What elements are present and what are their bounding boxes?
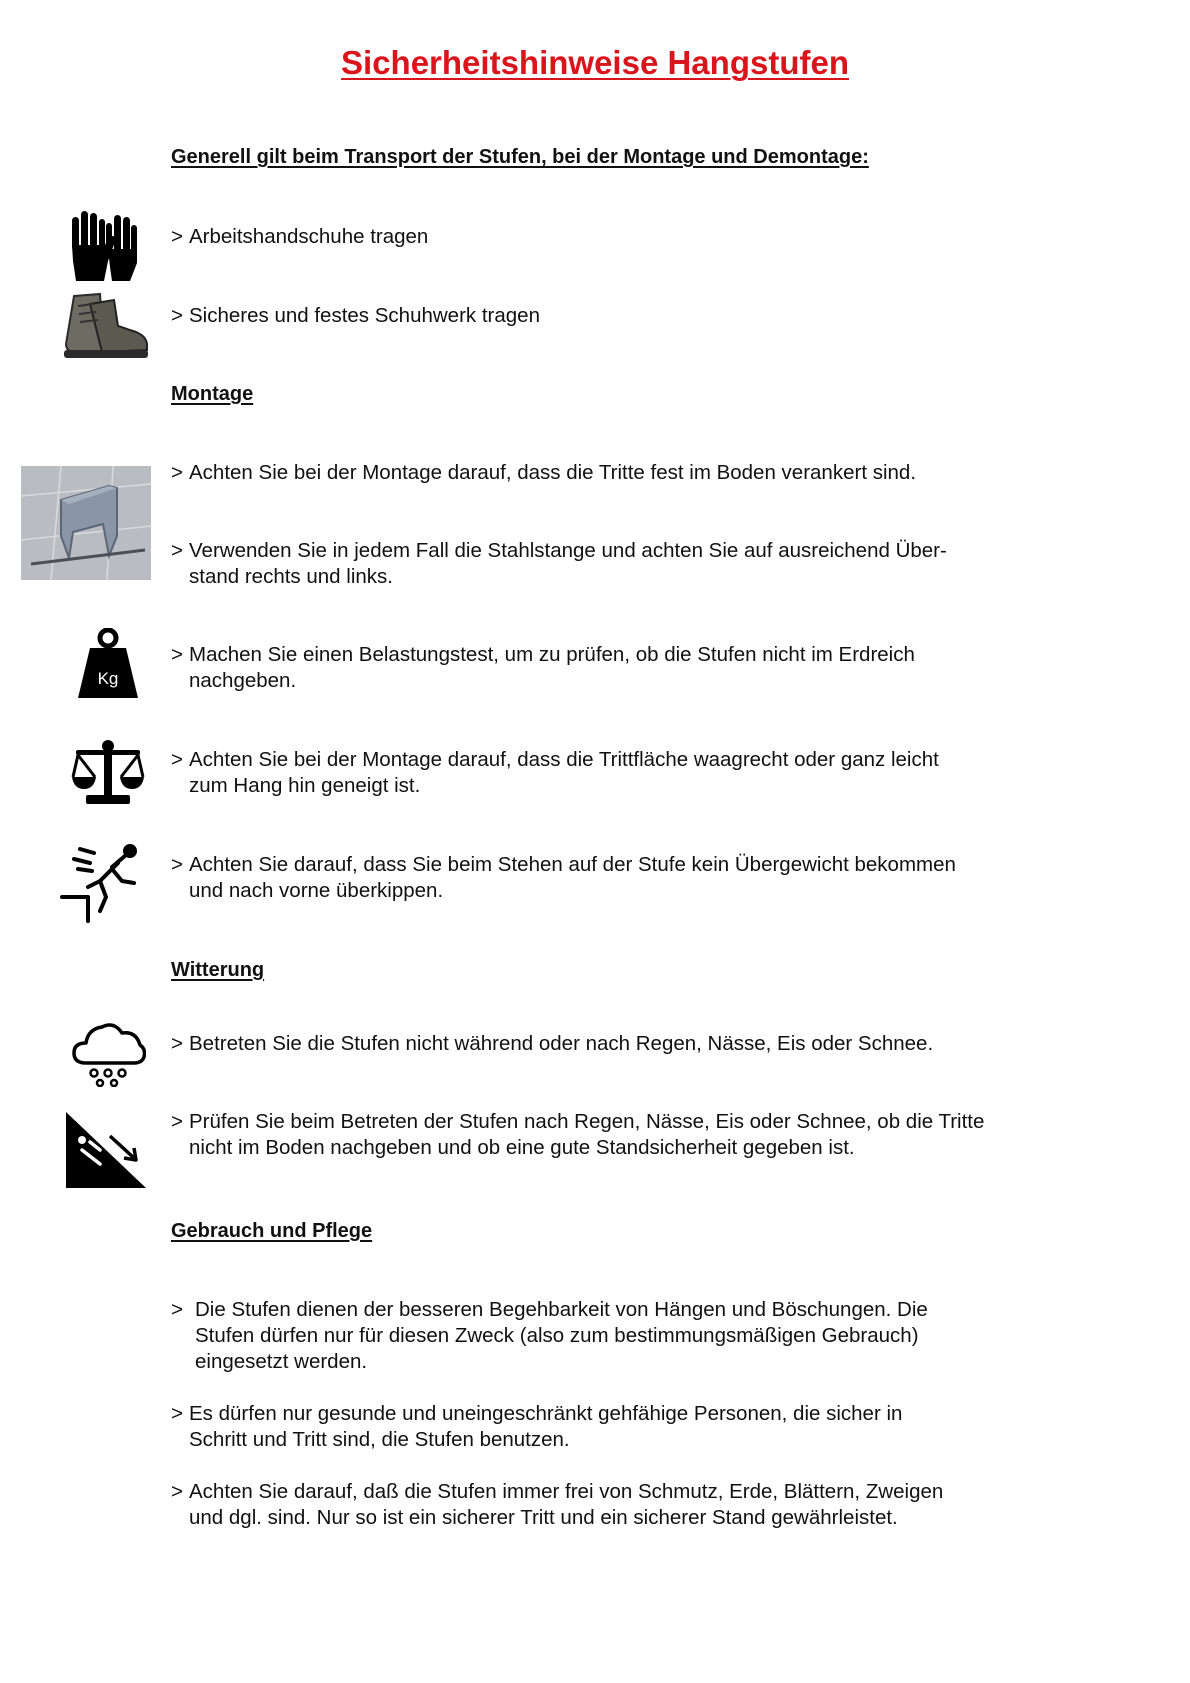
item-text: Verwenden Sie in jedem Fall die Stahlstange und achten Sie auf ausreichend Über- stand rechts und links. [189,539,947,588]
list-item [171,642,1051,694]
list-item [171,1109,1051,1161]
bullet-marker: > [171,643,183,666]
item-text: Achten Sie bei der Montage darauf, dass die Trittfläche waagrecht oder ganz leicht zum Hang hin geneigt ist. [189,748,939,797]
weight-icon [76,628,140,698]
item-text: Prüfen Sie beim Betreten der Stufen nach Regen, Nässe, Eis oder Schnee, ob die Tritte nicht im Boden nachgeben und ob eine gute Standsicherheit gegeben ist. [189,1110,985,1159]
gloves-icon [68,209,140,283]
item-text: Die Stufen dienen der besseren Begehbarkeit von Hängen und Böschungen. Die Stufen dürfen nur für diesen Zweck (also zum bestimmungsmäßigen Gebrauch) eingesetzt werden. [195,1298,928,1373]
item-text: Achten Sie darauf, dass Sie beim Stehen auf der Stufe kein Übergewicht bekommen und nach vorne überkippen. [189,853,956,902]
section-heading-general: Generell gilt beim Transport der Stufen, bei der Montage und Demontage: [171,146,869,168]
item-text: Sicheres und festes Schuhwerk tragen [189,304,540,327]
list-item [171,224,1051,250]
bullet-marker: > [171,748,183,771]
item-text: Arbeitshandschuhe tragen [189,225,429,248]
section-heading-witterung: Witterung [171,959,265,981]
list-item [171,303,1051,329]
list-item [171,852,1051,904]
list-item [171,747,1051,799]
slippery-slope-icon [64,1110,148,1190]
list-item [171,1031,1051,1057]
item-text: Betreten Sie die Stufen nicht während oder nach Regen, Nässe, Eis oder Schnee. [189,1032,934,1055]
bullet-marker: > [171,1402,183,1425]
bullet-marker: > [171,1298,183,1321]
bullet-marker: > [171,461,183,484]
bullet-marker: > [171,1110,183,1133]
page-title: Sicherheitshinweise Hangstufen [341,44,849,81]
bullet-marker: > [171,225,183,248]
section-heading-pflege: Gebrauch und Pflege [171,1220,373,1242]
falling-person-icon [60,841,146,923]
bullet-marker: > [171,1480,183,1503]
balance-scale-icon [70,739,146,807]
item-text: Machen Sie einen Belastungstest, um zu prüfen, ob die Stufen nicht im Erdreich nachgeben. [189,643,915,692]
list-item [171,538,1051,590]
bullet-marker: > [171,539,183,562]
item-text: Es dürfen nur gesunde und uneingeschränkt gehfähige Personen, die sicher in Schritt und Tritt sind, die Stufen benutzen. [189,1402,903,1451]
bullet-marker: > [171,1032,183,1055]
list-item [171,1401,1051,1453]
section-heading-montage: Montage [171,383,254,405]
weight-label: Kg [97,669,119,688]
bullet-marker: > [171,304,183,327]
bullet-marker: > [171,853,183,876]
list-item [171,1297,1051,1375]
step-photo [21,466,151,580]
list-item [171,460,1051,486]
item-text: Achten Sie bei der Montage darauf, dass die Tritte fest im Boden verankert sind. [189,461,917,484]
list-item [171,1479,1051,1531]
boots-icon [56,290,150,366]
item-text: Achten Sie darauf, daß die Stufen immer frei von Schmutz, Erde, Blättern, Zweigen und dgl. sind. Nur so ist ein sicherer Tritt und ein sicherer Stand gewährleistet. [189,1480,944,1529]
snow-cloud-icon [72,1015,146,1087]
